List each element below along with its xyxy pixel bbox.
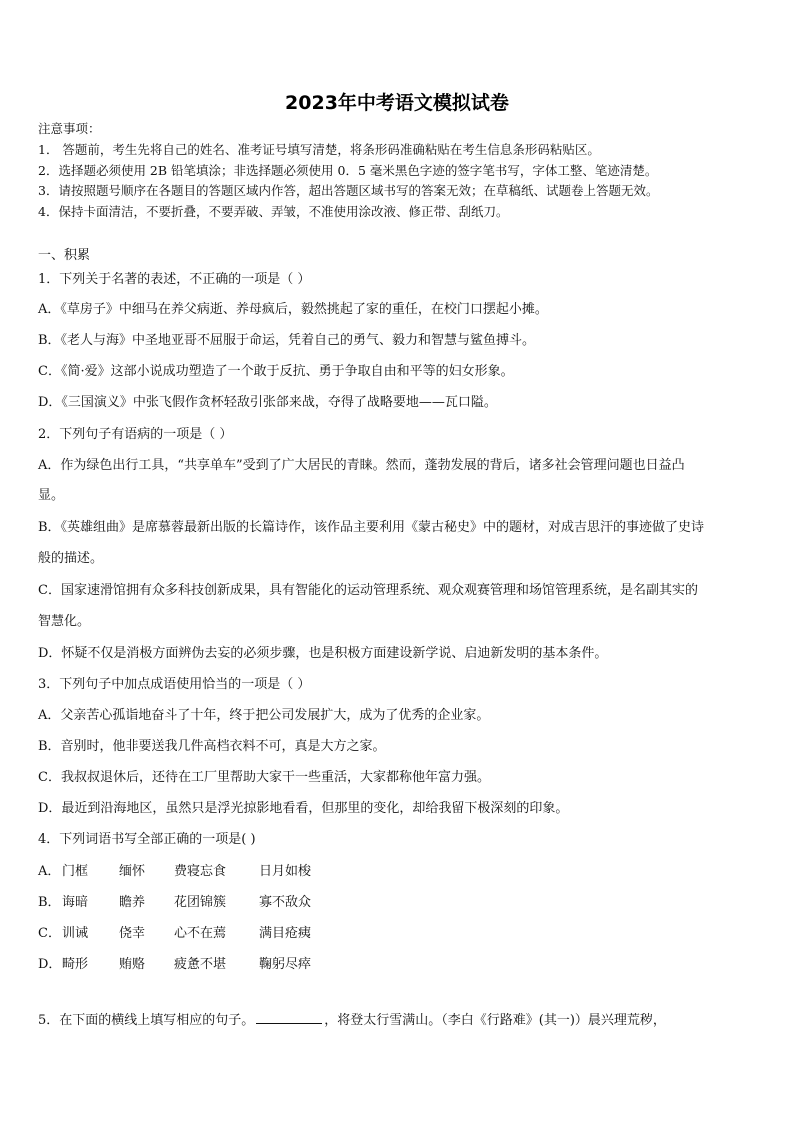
word: 花团锦簇 xyxy=(174,895,227,910)
option-b: B．音别时，他非要送我几件高档衣料不可，真是大方之家。 xyxy=(38,739,386,754)
word: 日月如梭 xyxy=(259,864,312,879)
note-item: 2．选择题必须使用 2B 铅笔填涂；非选择题必须使用 0．5 毫米黑色字迹的签字笔书写，字体工整、笔迹清楚。 xyxy=(38,163,658,178)
word: 诲暗 xyxy=(62,895,89,910)
option-label: C． xyxy=(38,926,61,941)
question-stem: 5．在下面的横线上填写相应的句子。 xyxy=(38,1013,255,1028)
option-c-continued: 智慧化。 xyxy=(38,614,91,629)
word: 贿赂 xyxy=(119,957,146,972)
word: 心不在蔫 xyxy=(174,926,227,941)
note-item: 3．请按照题号顺序在各题目的答题区域内作答，超出答题区域书写的答案无效；在草稿纸、试题卷上答题无效。 xyxy=(38,183,659,198)
option-c: C．国家速滑馆拥有众多科技创新成果，具有智能化的运动管理系统、观众观赛管理和场馆管理系统，是名副其实的 xyxy=(38,583,698,598)
word: 瞻养 xyxy=(119,895,146,910)
option-label: B． xyxy=(38,895,61,910)
notes-heading: 注意事项： xyxy=(38,121,101,136)
word: 疲惫不堪 xyxy=(174,957,227,972)
section-heading: 一、积累 xyxy=(38,248,91,263)
option-a-continued: 显。 xyxy=(38,488,65,503)
word: 费寝忘食 xyxy=(174,864,227,879)
question-stem: 3．下列句子中加点成语使用恰当的一项是（ ） xyxy=(38,677,311,692)
word: 满目疮痍 xyxy=(259,926,312,941)
word: 畸形 xyxy=(62,957,89,972)
word: 训诫 xyxy=(62,926,89,941)
note-item: 4．保持卡面清洁，不要折叠，不要弄破、弄皱，不准使用涂改液、修正带、刮纸刀。 xyxy=(38,204,509,219)
option-c: C．《简·爱》这部小说成功塑造了一个敢于反抗、勇于争取自由和平等的妇女形象。 xyxy=(38,364,514,379)
question-stem: 1．下列关于名著的表述，不正确的一项是（ ） xyxy=(38,272,311,287)
option-label: A． xyxy=(38,864,61,879)
exam-title: 2023年中考语文模拟试卷 xyxy=(285,92,509,114)
option-a: A．作为绿色出行工具，“共享单车”受到了广大居民的青睐。然而，蓬勃发展的背后，诸多社会管理问题也日益凸 xyxy=(38,458,685,473)
word: 侥幸 xyxy=(119,926,146,941)
option-d: D．最近到沿海地区，虽然只是浮光掠影地看看，但那里的变化，却给我留下极深刻的印象。 xyxy=(38,801,569,816)
question-stem: 4．下列词语书写全部正确的一项是( ) xyxy=(38,832,256,847)
option-a: A．《草房子》中细马在养父病逝、养母疯后，毅然挑起了家的重任，在校门口摆起小摊。 xyxy=(38,302,548,317)
note-item: 1． 答题前，考生先将自己的姓名、准考证号填写清楚，将条形码准确粘贴在考生信息条形码粘贴区。 xyxy=(38,142,600,157)
option-label: D． xyxy=(38,957,62,972)
word: 寡不敌众 xyxy=(259,895,312,910)
word: 鞠躬尽瘁 xyxy=(259,957,312,972)
answer-blank xyxy=(256,1011,322,1024)
option-a: A．父亲苦心孤诣地奋斗了十年，终于把公司发展扩大，成为了优秀的企业家。 xyxy=(38,708,490,723)
option-b: B．《老人与海》中圣地亚哥不屈服于命运，凭着自己的勇气、毅力和智慧与鲨鱼搏斗。 xyxy=(38,333,536,348)
word: 缅怀 xyxy=(119,864,146,879)
option-d: D．怀疑不仅是消极方面辨伪去妄的必须步骤，也是积极方面建设新学说、启迪新发明的基本条件。 xyxy=(38,646,608,661)
question-stem: 2．下列句子有语病的一项是（ ） xyxy=(38,427,233,442)
option-b: B．《英雄组曲》是席慕蓉最新出版的长篇诗作，该作品主要利用《蒙古秘史》中的题材，对成吉思汗的事迹做了史诗 xyxy=(38,520,705,535)
word: 门框 xyxy=(62,864,89,879)
question-stem-continued: ，将登太行雪满山。（李白《行路难》(其一)）晨兴理荒秽， xyxy=(324,1013,666,1028)
question-5 xyxy=(38,1011,760,1029)
option-d: D．《三国演义》中张飞假作贪杯轻敌引张郃来战，夺得了战略要地——瓦口隘。 xyxy=(38,395,497,410)
option-c: C．我叔叔退休后，还待在工厂里帮助大家干一些重活，大家都称他年富力强。 xyxy=(38,770,490,785)
option-b-continued: 般的描述。 xyxy=(38,551,104,566)
